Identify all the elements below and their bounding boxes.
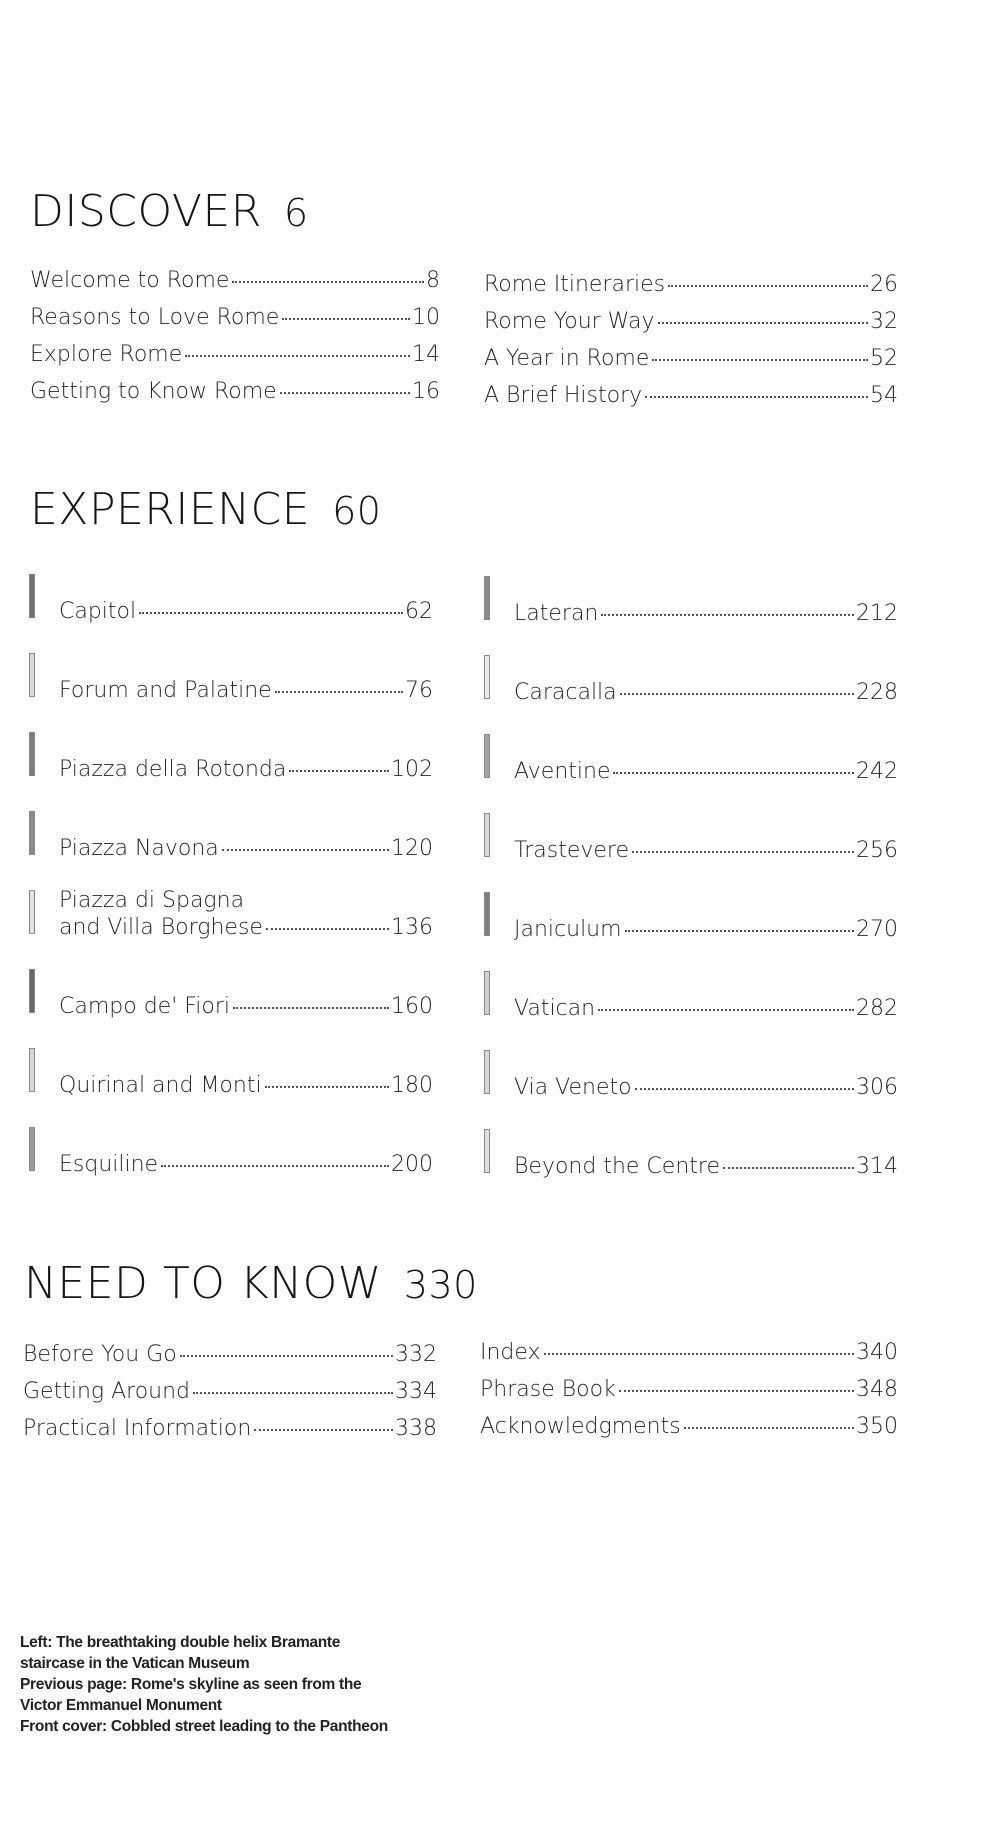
chapter-color-bar xyxy=(29,1048,35,1092)
toc-entry-page: 14 xyxy=(412,342,440,367)
chapter-entry[interactable] xyxy=(484,1129,898,1181)
section-page-number: 6 xyxy=(283,191,309,235)
toc-entry-page: 8 xyxy=(426,268,440,293)
chapter-entry[interactable] xyxy=(484,1050,898,1102)
chapter-label: Piazza Navona xyxy=(59,836,219,861)
chapter-label: Lateran xyxy=(514,601,599,626)
chapter-entry[interactable] xyxy=(484,576,898,628)
dot-leader xyxy=(668,285,868,287)
chapter-page: 160 xyxy=(391,994,433,1019)
caption-line: Front cover: Cobbled street leading to the Pantheon xyxy=(20,1718,388,1735)
chapter-color-bar xyxy=(29,890,35,934)
photo-caption xyxy=(20,1632,440,1737)
chapter-color-bar xyxy=(484,734,490,778)
chapter-page: 62 xyxy=(405,599,433,624)
toc-entry-label: Index xyxy=(480,1340,541,1365)
chapter-label: Esquiline xyxy=(59,1152,159,1177)
chapter-entry[interactable] xyxy=(484,892,898,944)
section-page-number: 330 xyxy=(403,1263,478,1307)
chapter-entry[interactable] xyxy=(29,1048,433,1100)
discover-left-column xyxy=(30,268,440,416)
chapter-page: 270 xyxy=(856,917,898,942)
caption-line: Previous page: Rome's skyline as seen from the xyxy=(20,1676,362,1693)
toc-entry-page: 332 xyxy=(395,1342,437,1367)
toc-entry[interactable] xyxy=(484,383,898,420)
dot-leader xyxy=(613,772,854,774)
toc-entry[interactable] xyxy=(484,309,898,346)
toc-entry[interactable] xyxy=(484,346,898,383)
chapter-page: 180 xyxy=(391,1073,433,1098)
chapter-page: 256 xyxy=(856,838,898,863)
chapter-label: Vatican xyxy=(514,996,596,1021)
chapter-page: 212 xyxy=(856,601,898,626)
chapter-color-bar xyxy=(484,813,490,857)
chapter-color-bar xyxy=(29,574,35,618)
chapter-page: 306 xyxy=(856,1075,898,1100)
toc-entry-page: 54 xyxy=(870,383,898,408)
section-title-text: DISCOVER xyxy=(30,186,262,237)
caption-line: Victor Emmanuel Monument xyxy=(20,1697,222,1714)
section-title-text: NEED TO KNOW xyxy=(24,1258,382,1309)
dot-leader xyxy=(193,1392,393,1394)
toc-entry[interactable] xyxy=(480,1340,898,1377)
dot-leader xyxy=(652,359,868,361)
chapter-label: Aventine xyxy=(514,759,611,784)
dot-leader xyxy=(280,392,410,394)
chapter-color-bar xyxy=(484,892,490,936)
toc-entry-page: 334 xyxy=(395,1379,437,1404)
toc-entry-label: Rome Itineraries xyxy=(484,272,666,297)
chapter-color-bar xyxy=(484,1050,490,1094)
chapter-entry[interactable] xyxy=(484,813,898,865)
need-to-know-right-column xyxy=(480,1340,898,1451)
dot-leader xyxy=(645,396,868,398)
chapter-entry[interactable] xyxy=(29,732,433,784)
chapter-label: Forum and Palatine xyxy=(59,678,272,703)
chapter-entry[interactable] xyxy=(484,734,898,786)
chapter-label: Trastevere xyxy=(514,838,630,863)
chapter-color-bar xyxy=(29,1127,35,1171)
chapter-page: 120 xyxy=(391,836,433,861)
chapter-entry[interactable] xyxy=(29,653,433,705)
chapter-color-bar xyxy=(484,1129,490,1173)
dot-leader xyxy=(632,851,854,853)
toc-entry-page: 340 xyxy=(856,1340,898,1365)
chapter-label: Janiculum xyxy=(514,917,622,942)
dot-leader xyxy=(601,614,854,616)
toc-entry-label: A Year in Rome xyxy=(484,346,650,371)
toc-entry-page: 10 xyxy=(412,305,440,330)
chapter-color-bar xyxy=(484,576,490,620)
chapter-color-bar xyxy=(484,971,490,1015)
chapter-page: 242 xyxy=(856,759,898,784)
toc-entry-label: Getting Around xyxy=(23,1379,191,1404)
toc-entry-label: Reasons to Love Rome xyxy=(30,305,280,330)
section-title-discover xyxy=(30,186,309,237)
dot-leader xyxy=(139,612,403,614)
need-to-know-left-column xyxy=(23,1342,437,1453)
chapter-entry[interactable] xyxy=(29,811,433,863)
dot-leader xyxy=(185,355,410,357)
dot-leader xyxy=(222,849,389,851)
chapter-label: Beyond the Centre xyxy=(514,1154,720,1179)
chapter-page: 228 xyxy=(856,680,898,705)
caption-line: Left: The breathtaking double helix Bramante xyxy=(20,1634,341,1651)
dot-leader xyxy=(233,1007,389,1009)
chapter-entry[interactable] xyxy=(484,655,898,707)
toc-entry[interactable] xyxy=(23,1379,437,1416)
toc-entry-label: Practical Information xyxy=(23,1416,252,1441)
chapter-color-bar xyxy=(29,969,35,1013)
toc-entry-page: 350 xyxy=(856,1414,898,1439)
dot-leader xyxy=(265,1086,389,1088)
toc-entry[interactable] xyxy=(484,272,898,309)
chapter-page: 102 xyxy=(391,757,433,782)
toc-entry-page: 26 xyxy=(870,272,898,297)
section-title-experience xyxy=(30,484,382,535)
toc-entry[interactable] xyxy=(23,1342,437,1379)
dot-leader xyxy=(266,928,389,930)
chapter-page: 200 xyxy=(391,1152,433,1177)
toc-entry-page: 348 xyxy=(856,1377,898,1402)
toc-entry[interactable] xyxy=(480,1377,898,1414)
toc-entry-label: Acknowledgments xyxy=(480,1414,681,1439)
discover-right-column xyxy=(484,272,898,420)
toc-entry[interactable] xyxy=(30,305,440,342)
chapter-label-line1: Piazza di Spagna xyxy=(59,888,245,913)
dot-leader xyxy=(684,1427,854,1429)
toc-entry-page: 338 xyxy=(395,1416,437,1441)
dot-leader xyxy=(620,693,854,695)
chapter-page: 76 xyxy=(405,678,433,703)
chapter-page: 136 xyxy=(391,915,433,940)
toc-entry-label: Rome Your Way xyxy=(484,309,655,334)
caption-line: staircase in the Vatican Museum xyxy=(20,1655,250,1672)
chapter-label: Via Veneto xyxy=(514,1075,632,1100)
dot-leader xyxy=(180,1355,393,1357)
dot-leader xyxy=(625,930,854,932)
toc-entry-page: 32 xyxy=(870,309,898,334)
toc-entry-label: Phrase Book xyxy=(480,1377,616,1402)
toc-entry-label: Explore Rome xyxy=(30,342,183,367)
dot-leader xyxy=(635,1088,854,1090)
toc-entry-label: Before You Go xyxy=(23,1342,177,1367)
dot-leader xyxy=(161,1165,389,1167)
chapter-entry[interactable] xyxy=(29,890,433,942)
chapter-label: Quirinal and Monti xyxy=(59,1073,262,1098)
chapter-entry[interactable] xyxy=(29,969,433,1021)
chapter-label: Campo de' Fiori xyxy=(59,994,231,1019)
chapter-label: and Villa Borghese xyxy=(59,915,263,940)
dot-leader xyxy=(254,1429,393,1431)
toc-entry-label: A Brief History xyxy=(484,383,643,408)
toc-entry-label: Getting to Know Rome xyxy=(30,379,277,404)
chapter-entry[interactable] xyxy=(29,574,433,626)
dot-leader xyxy=(658,322,868,324)
toc-entry[interactable] xyxy=(30,379,440,416)
chapter-label: Capitol xyxy=(59,599,137,624)
chapter-label: Piazza della Rotonda xyxy=(59,757,287,782)
chapter-entry[interactable] xyxy=(484,971,898,1023)
dot-leader xyxy=(598,1009,854,1011)
section-page-number: 60 xyxy=(332,489,382,533)
chapter-color-bar xyxy=(484,655,490,699)
section-title-need-to-know xyxy=(24,1258,478,1309)
toc-entry[interactable] xyxy=(30,342,440,379)
toc-entry[interactable] xyxy=(480,1414,898,1451)
chapter-color-bar xyxy=(29,732,35,776)
chapter-entry[interactable] xyxy=(29,1127,433,1179)
toc-entry-page: 16 xyxy=(412,379,440,404)
section-title-text: EXPERIENCE xyxy=(30,484,311,535)
toc-entry[interactable] xyxy=(23,1416,437,1453)
toc-entry-page: 52 xyxy=(870,346,898,371)
chapter-label: Caracalla xyxy=(514,680,617,705)
dot-leader xyxy=(619,1390,854,1392)
chapter-page: 282 xyxy=(856,996,898,1021)
dot-leader xyxy=(282,318,410,320)
dot-leader xyxy=(544,1353,854,1355)
dot-leader xyxy=(275,691,403,693)
toc-entry-label: Welcome to Rome xyxy=(30,268,230,293)
toc-entry[interactable] xyxy=(30,268,440,305)
chapter-color-bar xyxy=(29,653,35,697)
chapter-color-bar xyxy=(29,811,35,855)
dot-leader xyxy=(232,281,424,283)
chapter-page: 314 xyxy=(856,1154,898,1179)
dot-leader xyxy=(289,770,389,772)
dot-leader xyxy=(723,1167,854,1169)
